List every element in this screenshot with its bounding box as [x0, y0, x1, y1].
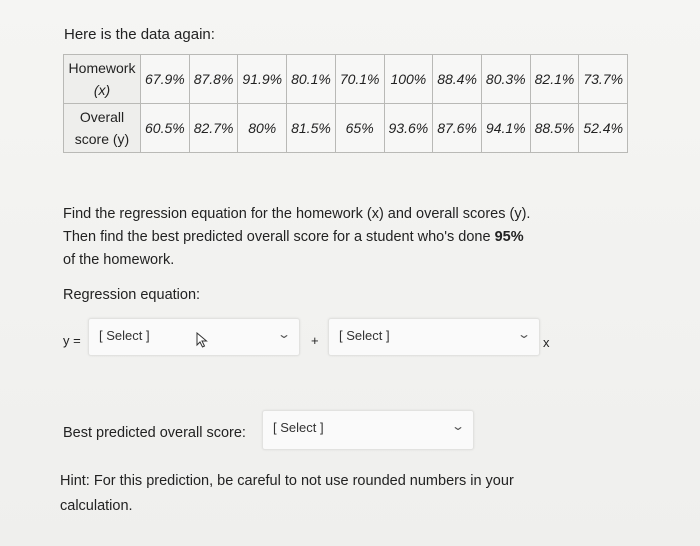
- question-line: Find the regression equation for the homework (x) and overall scores (y).: [63, 206, 531, 222]
- data-table: [63, 54, 628, 153]
- table-cell: 70.1%: [335, 55, 384, 104]
- table-row: [64, 55, 628, 104]
- hint-text: [60, 469, 580, 519]
- table-cell: 67.9%: [141, 55, 190, 104]
- table-cell: 91.9%: [238, 55, 287, 104]
- table-cell: 88.5%: [530, 104, 579, 153]
- table-cell: 93.6%: [384, 104, 433, 153]
- hint-line: calculation.: [60, 498, 133, 514]
- plus-sign: +: [311, 333, 319, 348]
- best-score-select[interactable]: [262, 410, 474, 450]
- table-cell: 52.4%: [579, 104, 628, 153]
- regression-label: Regression equation:: [63, 287, 201, 303]
- row-header-line-text: score (y): [74, 131, 130, 147]
- table-cell: 87.6%: [433, 104, 482, 153]
- table-row: [64, 104, 628, 153]
- question-bold-value: 95%: [494, 229, 524, 245]
- chevron-down-icon: ⌄: [450, 419, 466, 433]
- table-cell: 82.7%: [189, 104, 238, 153]
- chevron-down-icon: ⌄: [516, 327, 532, 341]
- table-cell: 80.3%: [481, 55, 530, 104]
- table-cell: 80.1%: [287, 55, 336, 104]
- question-text: [63, 203, 563, 272]
- select-value: [ Select ]: [273, 420, 324, 435]
- table-cell: 80%: [238, 104, 287, 153]
- mouse-pointer-icon: [196, 332, 210, 348]
- table-cell: 60.5%: [141, 104, 190, 153]
- table-cell: 81.5%: [287, 104, 336, 153]
- select-value: [ Select ]: [99, 328, 150, 343]
- question-line: of the homework.: [63, 252, 175, 268]
- row-header-homework: [64, 55, 141, 104]
- best-predicted-label: Best predicted overall score:: [63, 425, 246, 441]
- row-header-line: [66, 128, 138, 150]
- question-line: [63, 226, 563, 249]
- table-cell: 73.7%: [579, 55, 628, 104]
- slope-select[interactable]: [88, 318, 300, 356]
- question-line-text: Then find the best predicted overall score for a student who's done: [63, 229, 495, 245]
- table-cell: 82.1%: [530, 55, 579, 104]
- table-cell: 88.4%: [433, 55, 482, 104]
- intro-text: Here is the data again:: [64, 26, 215, 43]
- row-header-overall: [64, 104, 141, 153]
- chevron-down-icon: ⌄: [276, 327, 292, 341]
- row-header-line: Homework: [68, 60, 136, 76]
- row-header-line: (x): [93, 82, 111, 98]
- x-variable-label: x: [543, 335, 550, 350]
- y-equals-label: y =: [63, 333, 81, 348]
- hint-line: Hint: For this prediction, be careful to not use rounded numbers in your: [60, 473, 514, 489]
- intercept-select[interactable]: [328, 318, 540, 356]
- table-cell: 65%: [335, 104, 384, 153]
- row-header-line: Overall: [79, 109, 125, 125]
- table-cell: 94.1%: [481, 104, 530, 153]
- table-cell: 100%: [384, 55, 433, 104]
- table-cell: 87.8%: [189, 55, 238, 104]
- select-value: [ Select ]: [339, 328, 390, 343]
